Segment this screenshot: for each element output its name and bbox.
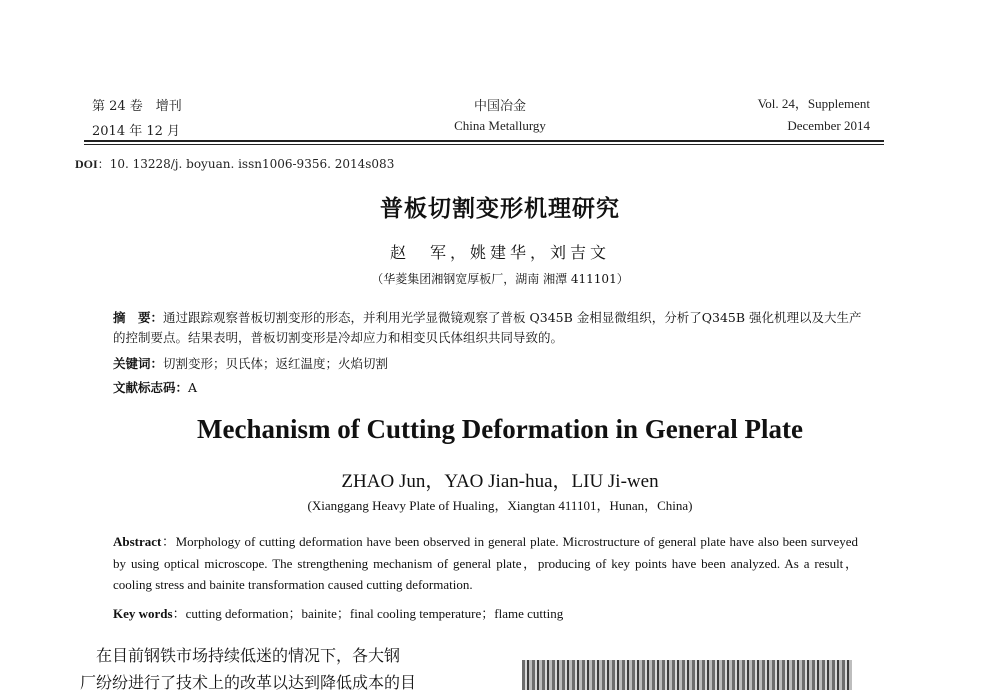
paper-title-en: Mechanism of Cutting Deformation in General Plate xyxy=(197,414,803,444)
body-line-1: 在目前钢铁市场持续低迷的情况下，各大钢 xyxy=(80,646,401,665)
keywords-en-label: Key words xyxy=(113,606,173,621)
header-journal-cn: 中国冶金 xyxy=(473,99,526,114)
abstract-cn xyxy=(113,308,873,348)
body-line-2: 厂纷纷进行了技术上的改革以达到降低成本的目 xyxy=(80,673,417,692)
affiliation-en: (Xianggang Heavy Plate of Hualing，Xiangtan 411101，Hunan，China) xyxy=(307,498,693,513)
authors-cn: 赵 军，姚建华，刘吉文 xyxy=(389,243,610,262)
header-date-en: December 2014 xyxy=(787,118,870,133)
keywords-en-text: cutting deformation；bainite；final cooling temperature；flame cutting xyxy=(185,606,564,621)
doc-code-value: A xyxy=(188,380,198,395)
abstract-cn-label: 摘 要： xyxy=(113,310,164,325)
abstract-en-label: Abstract xyxy=(113,534,162,549)
header-volume: 第 24 卷 增刊 xyxy=(92,99,182,114)
abstract-en-text: Morphology of cutting deformation have been observed in general plate. Microstructure of general plate have also been surveyed by using optical microscope. The strengthening mechanism of general plate，producing of key points have been analyzed. As a result，cooling stress and bainite transformation caused cutting deformation. xyxy=(113,534,858,592)
header-rule-thin xyxy=(84,144,884,145)
keywords-cn xyxy=(113,354,873,374)
doi-label: DOI xyxy=(75,157,98,171)
keywords-cn-text: 切割变形；贝氏体；返红温度；火焰切割 xyxy=(163,356,389,371)
header-journal-en: China Metallurgy xyxy=(454,118,546,133)
keywords-cn-label: 关键词： xyxy=(113,356,164,371)
doc-code-cn xyxy=(113,378,873,398)
keywords-en-separator: ： xyxy=(172,606,186,621)
abstract-en-separator: ： xyxy=(161,534,176,549)
doi-separator: ： xyxy=(97,157,110,171)
header-rule-thick xyxy=(84,140,884,142)
abstract-cn-text: 通过跟踪观察普板切割变形的形态，并利用光学显微镜观察了普板 Q345B 金相显微组织，分析了Q345B 强化机理以及大生产的控制要点。结果表明，普板切割变形是冷却应力和相变贝氏体组织共同导致的。 xyxy=(113,310,862,345)
doc-code-label: 文献标志码： xyxy=(113,380,189,395)
header-date: 2014 年 12 月 xyxy=(92,124,181,139)
doi-value: 10. 13228/j. boyuan. issn1006-9356. 2014s083 xyxy=(109,157,395,171)
authors-en: ZHAO Jun，YAO Jian-hua，LIU Ji-wen xyxy=(341,471,659,492)
paper-title-cn: 普板切割变形机理研究 xyxy=(380,196,620,222)
abstract-en xyxy=(113,531,858,596)
keywords-en xyxy=(113,603,563,622)
figure-photo xyxy=(522,660,852,690)
affiliation-cn: （华菱集团湘钢宽厚板厂，湖南 湘潭 411101） xyxy=(371,272,629,286)
doi-line xyxy=(75,155,394,172)
body-text xyxy=(80,642,475,696)
header-volume-en: Vol. 24，Supplement xyxy=(757,96,870,111)
